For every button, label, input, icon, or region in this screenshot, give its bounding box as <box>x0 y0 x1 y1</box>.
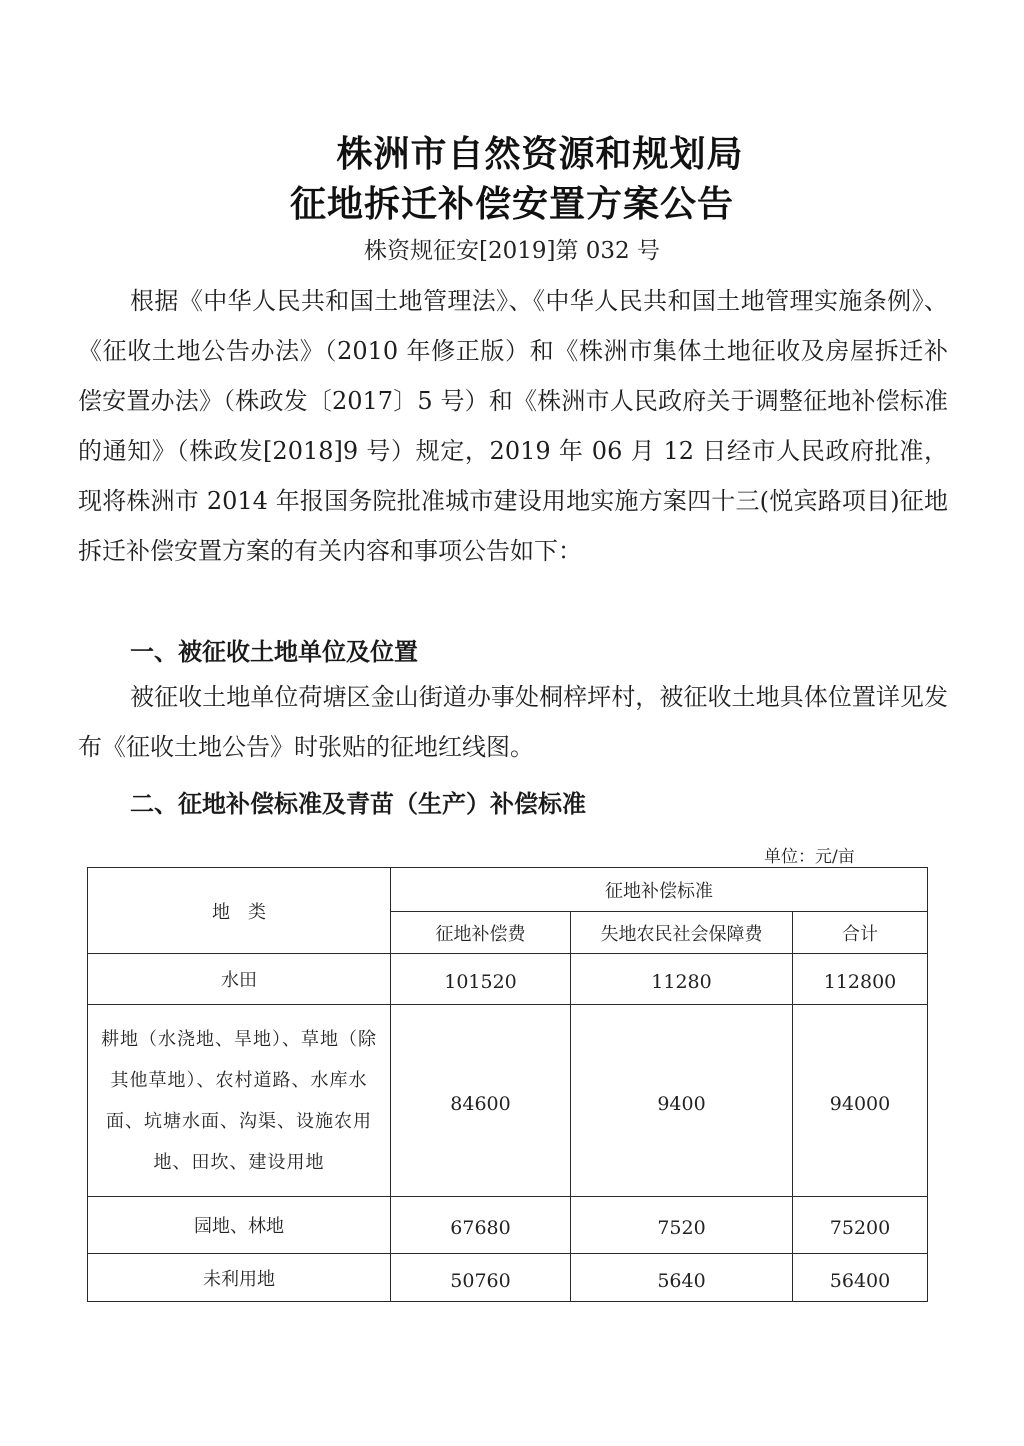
document-title-line2: 征地拆迁补偿安置方案公告 <box>289 184 734 225</box>
table-row <box>88 1254 928 1302</box>
document-title-line1: 株洲市自然资源和规划局 <box>336 134 744 175</box>
section1-heading: 一、被征收土地单位及位置 <box>130 638 418 666</box>
compensation-table <box>87 867 928 1302</box>
total-cell: 112800 <box>793 954 928 1005</box>
table-row <box>88 1197 928 1254</box>
table-row <box>88 1005 928 1197</box>
land-type-cell: 耕地（水浇地、旱地）、草地（除其他草地）、农村道路、水库水面、坑塘水面、沟渠、设施农用地、田坎、建设用地 <box>88 1005 391 1197</box>
document-number: 株资规征安[2019]第 032 号 <box>363 238 660 264</box>
land-type-cell: 水田 <box>88 954 391 1005</box>
social-security-fee-cell: 5640 <box>571 1254 793 1302</box>
social-security-fee-cell: 7520 <box>571 1197 793 1254</box>
land-type-cell: 未利用地 <box>88 1254 391 1302</box>
compensation-fee-cell: 84600 <box>391 1005 571 1197</box>
compensation-fee-cell: 101520 <box>391 954 571 1005</box>
header-land-type: 地 类 <box>88 868 391 954</box>
land-type-cell: 园地、林地 <box>88 1197 391 1254</box>
header-compensation-standard: 征地补偿标准 <box>391 868 928 912</box>
total-cell: 56400 <box>793 1254 928 1302</box>
unit-label: 单位：元/亩 <box>764 847 855 867</box>
total-cell: 75200 <box>793 1197 928 1254</box>
header-compensation-fee: 征地补偿费 <box>391 912 571 954</box>
intro-paragraph: 根据《中华人民共和国土地管理法》、《中华人民共和国土地管理实施条例》、《征收土地公告办法》（2010 年修正版）和《株洲市集体土地征收及房屋拆迁补偿安置办法》（株政发〔2017〕5 号）和《株洲市人民政府关于调整征地补偿标准的通知》（株政发[2018]9 号）规定，2019 年 06 月 12 日经市人民政府批准，现将株洲市 2014 年报国务院批准城市建设用地实施方案四十三(悦宾路项目)征地拆迁补偿安置方案的有关内容和事项公告如下： <box>78 287 948 565</box>
social-security-fee-cell: 9400 <box>571 1005 793 1197</box>
table-row <box>88 954 928 1005</box>
header-total: 合计 <box>793 912 928 954</box>
compensation-fee-cell: 50760 <box>391 1254 571 1302</box>
header-social-security-fee: 失地农民社会保障费 <box>571 912 793 954</box>
total-cell: 94000 <box>793 1005 928 1197</box>
section2-heading: 二、征地补偿标准及青苗（生产）补偿标准 <box>130 790 586 818</box>
land-location-paragraph: 被征收土地单位荷塘区金山街道办事处桐梓坪村，被征收土地具体位置详见发布《征收土地公告》时张贴的征地红线图。 <box>78 683 948 761</box>
social-security-fee-cell: 11280 <box>571 954 793 1005</box>
compensation-fee-cell: 67680 <box>391 1197 571 1254</box>
